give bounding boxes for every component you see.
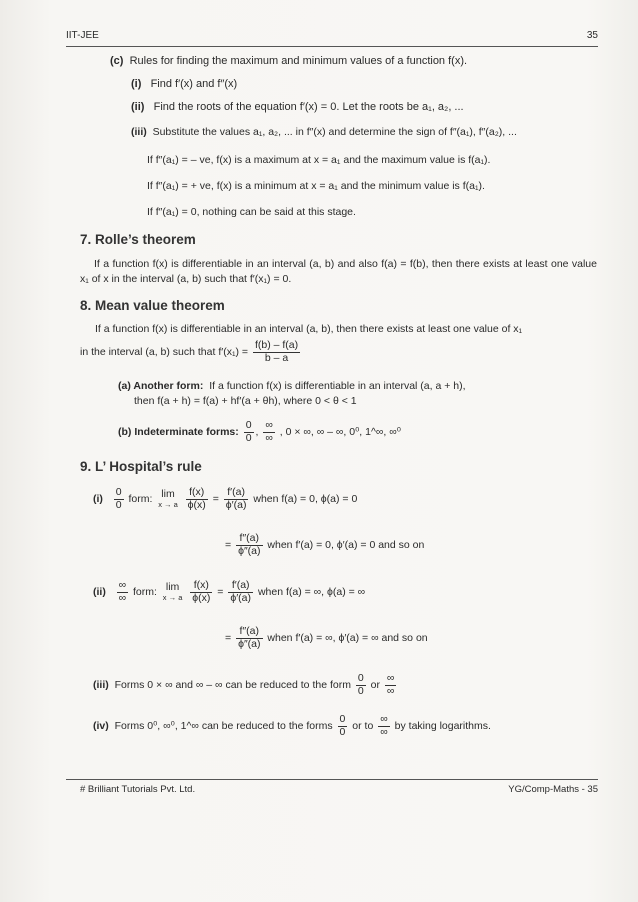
frac-num: f(x) (186, 487, 208, 500)
limit (158, 489, 178, 509)
frac-zero-zero (114, 487, 124, 511)
s6c-case-3: If f″(a₁) = 0, nothing can be said at this stage. (147, 206, 356, 218)
equals: = (217, 585, 224, 598)
indeterminate-forms: (b) Indeterminate forms: $\frac{0}{0}$ , $\frac{\infty}{\infty}$ , 0 × ∞, ∞ – ∞, 0⁰, 1^∞, ∞⁰ (118, 419, 401, 444)
frac-den: ∞ (380, 725, 388, 738)
s6c-iii-label: (iii) (131, 126, 147, 138)
s6c-i-label: (i) (131, 78, 142, 90)
section-7-title: 7. Rolle’s theorem (80, 232, 196, 247)
frac-zero-zero (356, 673, 366, 697)
frac-inf-inf (385, 673, 397, 697)
frac-den: ∞ (265, 431, 273, 444)
frac-den: 0 (115, 498, 122, 511)
mvt-fraction (253, 340, 300, 364)
lhospital-iv (93, 714, 491, 738)
another-form-line2: then f(a + h) = f(a) + hf′(a + θh), where 0 < θ < 1 (134, 395, 357, 407)
frac-num: ∞ (386, 672, 395, 684)
frac-inf-inf (117, 580, 129, 604)
equals: = (225, 631, 232, 644)
frac-num: f′(a) (228, 580, 253, 593)
frac-num: 0 (339, 713, 346, 725)
frac-den: ∞ (118, 591, 127, 604)
frac-den: ϕ′(a) (230, 591, 252, 604)
frac-num: f″(a) (236, 626, 262, 639)
indeterminate-rest: , 0 × ∞, ∞ – ∞, 0⁰, 1^∞, ∞⁰ (279, 425, 401, 438)
frac-num: f(x) (190, 580, 212, 593)
s6c-ii-text: Find the roots of the equation f′(x) = 0. Let the roots be a₁, a₂, ... (153, 101, 464, 113)
lim-sub: x → a (158, 499, 178, 509)
frac-inf-inf (378, 714, 390, 738)
frac-den: ϕ″(a) (238, 637, 261, 650)
section-9-title: 9. L’ Hospital’s rule (80, 459, 202, 474)
frac-den: 0 (357, 684, 364, 697)
form-word: form: (133, 585, 157, 598)
s6c-label: (c) (110, 55, 124, 67)
frac-f-phi (190, 580, 212, 604)
footer-right: YG/Comp-Maths - 35 (508, 784, 598, 795)
frac-num: 0 (115, 486, 122, 498)
s6c-iii (131, 126, 517, 138)
s6c-text: Rules for finding the maximum and minimum values of a function f(x). (129, 55, 468, 67)
lhospital-iv-text: Forms 0⁰, ∞⁰, 1^∞ can be reduced to the forms (114, 719, 333, 732)
frac-den: ϕ(x) (192, 591, 211, 604)
frac-fpp-phipp (236, 533, 262, 557)
lhospital-iv-end: by taking logarithms. (394, 719, 491, 732)
page-header (66, 30, 598, 44)
frac-inf-inf (263, 420, 275, 444)
section-8-line2 (80, 340, 302, 364)
mvt-numerator: f(b) – f(a) (254, 339, 299, 351)
frac-zero-zero (244, 420, 254, 444)
another-form-label: (a) Another form: (118, 380, 204, 392)
header-left: IIT-JEE (66, 30, 99, 41)
section-8-line1: If a function f(x) is differentiable in an interval (a, b), then there exists at least one value of x₁ (95, 323, 523, 335)
or-to-word: or to (352, 719, 374, 732)
frac-fpp-phipp (236, 626, 262, 650)
lhospital-iii-text: Forms 0 × ∞ and ∞ – ∞ can be reduced to the form (114, 678, 351, 691)
frac-den: 0 (339, 725, 346, 738)
section-8-title: 8. Mean value theorem (80, 298, 225, 313)
lhospital-iv-label: (iv) (93, 719, 109, 732)
mvt-denominator: b – a (264, 351, 289, 364)
limit (163, 582, 183, 602)
lhospital-i-second (225, 533, 424, 557)
section-7-body: If a function f(x) is differentiable in an interval (a, b) and also f(a) = f(b), then there exists at least one value x₁ of x in the interval (a, b) such that f′(x₁) = 0. (80, 258, 597, 285)
section-8-line2-text: in the interval (a, b) such that f′(x₁) = (80, 345, 249, 358)
lhospital-ii-second (225, 626, 428, 650)
footer-left: # Brilliant Tutorials Pvt. Ltd. (80, 784, 196, 795)
frac-fp-phip (228, 580, 253, 604)
frac-num: ∞ (265, 419, 273, 431)
frac-num: 0 (357, 672, 364, 684)
lhospital-i-label: (i) (93, 492, 103, 505)
lim-text: lim (165, 581, 180, 594)
footer-rule (66, 779, 598, 780)
lhospital-iii (93, 673, 398, 697)
lhospital-i (93, 487, 357, 511)
frac-num: f″(a) (236, 533, 262, 546)
lhospital-iii-label: (iii) (93, 678, 109, 691)
lim-sub: x → a (162, 592, 183, 602)
frac-num: f′(a) (224, 487, 249, 500)
lhospital-ii-label: (ii) (93, 585, 106, 598)
lhospital-i-cond2: when f′(a) = 0, ϕ′(a) = 0 and so on (267, 538, 425, 551)
frac-fp-phip (224, 487, 249, 511)
frac-num: ∞ (118, 579, 127, 591)
frac-den: ∞ (386, 684, 395, 697)
s6c-case-2: If f″(a₁) = + ve, f(x) is a minimum at x = a₁ and the minimum value is f(a₁). (147, 180, 485, 192)
lim-text: lim (161, 488, 175, 501)
equals: = (212, 492, 219, 505)
s6c-i (131, 78, 237, 90)
header-rule (66, 46, 598, 47)
s6c-case-1: If f″(a₁) = – ve, f(x) is a maximum at x = a₁ and the maximum value is f(a₁). (147, 154, 491, 166)
s6c-ii (131, 101, 464, 113)
frac-num: 0 (245, 419, 252, 431)
frac-den: ϕ′(a) (225, 498, 247, 511)
frac-den: ϕ(x) (187, 498, 206, 511)
s6c-ii-label: (ii) (131, 101, 145, 113)
frac-f-phi (186, 487, 208, 511)
another-form-line1 (118, 380, 466, 392)
or-word: or (370, 678, 380, 691)
equals: = (225, 538, 232, 551)
lhospital-ii-cond1: when f(a) = ∞, ϕ(a) = ∞ (257, 585, 366, 598)
form-word: form: (128, 492, 153, 505)
frac-den: ϕ″(a) (238, 544, 261, 557)
page-number: 35 (586, 30, 598, 41)
indeterminate-label: (b) Indeterminate forms: (118, 425, 239, 438)
frac-num: ∞ (380, 713, 388, 725)
lhospital-i-cond1: when f(a) = 0, ϕ(a) = 0 (253, 492, 358, 505)
another-form-text1: If a function f(x) is differentiable in an interval (a, a + h), (209, 380, 466, 392)
s6c-line (110, 55, 467, 67)
frac-zero-zero (338, 714, 348, 738)
lhospital-ii (93, 580, 365, 604)
lhospital-ii-cond2: when f′(a) = ∞, ϕ′(a) = ∞ and so on (267, 631, 428, 644)
s6c-i-text: Find f′(x) and f″(x) (150, 78, 238, 90)
frac-den: 0 (245, 431, 252, 444)
s6c-iii-text: Substitute the values a₁, a₂, ... in f″(x) and determine the sign of f″(a₁), f″(a₂), ... (152, 126, 517, 138)
